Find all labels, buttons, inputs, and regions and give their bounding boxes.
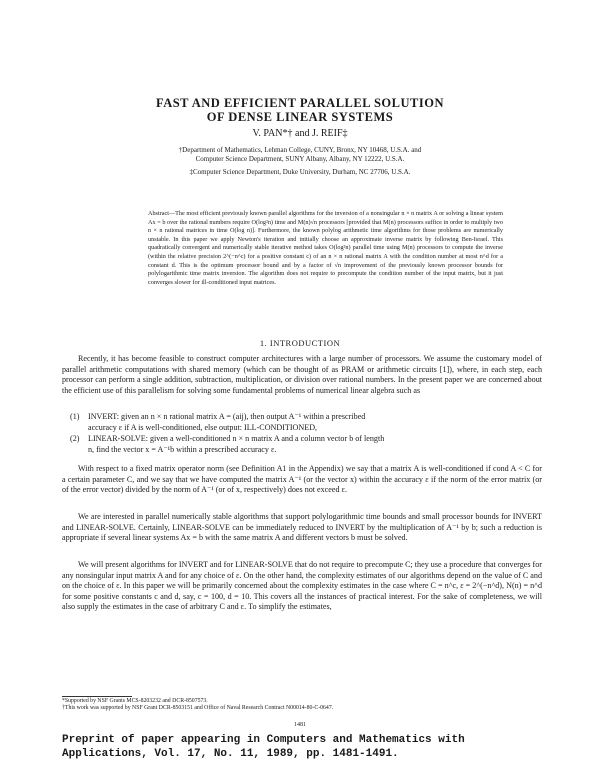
list-item-invert-line-1: INVERT: given an n × n rational matrix A = (aij), then output A⁻¹ within a prescribed — [88, 412, 366, 421]
list-item-linear-solve-line-2: n, find the vector x = A⁻¹b within a prescribed accuracy ε. — [88, 444, 277, 454]
preprint-line-1: Preprint of paper appearing in Computers and Mathematics with — [62, 734, 465, 746]
preprint-note — [62, 733, 562, 761]
paragraph-4-text: We will present algorithms for INVERT and for LINEAR-SOLVE that do not require to precompute C; they use a procedure that converges for any nonsingular input matrix A and for any choice of ε. On the other hand, the complexity estimates of our algorithms depend on the value of C and on the choice of ε. In this paper we will be primarily concerned about the complexity estimates in the case where C = n^c, ε = 2^(−n^d), N(n) = n^d for some positive constants c and d, say, c = 100, d = 10. This covers all the instances of practical interest. For the sake of completeness, we will also supply the estimates in the case of arbitrary C and ε. To simplify the estimates, — [62, 560, 542, 612]
paragraph-3-text: We are interested in parallel numerically stable algorithms that support polylogarithmic time bounds and small processor bounds for INVERT and LINEAR-SOLVE. Certainly, LINEAR-SOLVE can be immediately reduced to INVERT by the multiplication of A⁻¹ by b; such a reduction is appropriate if several linear systems Ax = b with the same matrix A and different vectors b must be solved. — [62, 512, 542, 543]
footnotes — [62, 698, 542, 712]
page-number: 1481 — [294, 722, 306, 728]
paper-title-line-1: FAST AND EFFICIENT PARALLEL SOLUTION — [156, 96, 444, 110]
list-item-linear-solve-line-1: LINEAR-SOLVE: given a well-conditioned n × n matrix A and a column vector b of length — [88, 434, 385, 443]
authors: V. PAN*† and J. REIF‡ — [252, 128, 348, 139]
list-item-invert — [70, 412, 542, 433]
footnote-rule — [62, 696, 132, 697]
list-item-linear-solve-number: (2) — [70, 434, 80, 443]
paragraph-2-text: With respect to a fixed matrix operator norm (see Definition A1 in the Appendix) we say that a matrix A is well-conditioned if cond A < C for a certain parameter C, and we say that we have computed the matrix A⁻¹ (or the vector x) within the accuracy ε if the norm of the error matrix (or of the error vector) divided by the norm of A⁻¹ (or of x, respectively) does not exceed ε. — [62, 464, 542, 495]
list-item-invert-line-2: accuracy ε if A is well-conditioned, else output: ILL-CONDITIONED, — [88, 422, 318, 432]
affiliation-3: ‡Computer Science Department, Duke University, Durham, NC 27706, U.S.A. — [189, 168, 411, 176]
paragraph-3 — [62, 512, 542, 544]
affiliation-1: †Department of Mathematics, Lehman College, CUNY, Bronx, NY 10468, U.S.A. and — [178, 146, 422, 154]
list-item-invert-number: (1) — [70, 412, 80, 421]
list-item-linear-solve — [70, 434, 542, 455]
paper-title-line-2: OF DENSE LINEAR SYSTEMS — [206, 110, 394, 124]
section-heading: 1. INTRODUCTION — [259, 338, 341, 348]
paragraph-4 — [62, 560, 542, 613]
footnote-2: †This work was supported by NSF Grant DCR-8503151 and Office of Naval Research Contract N00014-80-C-0647. — [62, 705, 334, 711]
paragraph-1 — [62, 354, 542, 396]
abstract: Abstract—The most efficient previously known parallel algorithms for the inversion of a nonsingular n × n matrix A or solving a linear system Ax = b over the rational numbers require O(log²n) time and M(n)√n processors [provided that M(n) processors suffice in order to multiply two n × n rational matrices in time O(log n)]. Furthermore, the known polylog arithmetic time algorithms for those problems are numerically unstable. In this paper we apply Newton's iteration and initially choose an approximate inverse matrix by following Ben-Israel. This quadratically convergent and numerically stable iterative method takes O(log²n) parallel time using M(n) processors to compute the inverse (within the relative precision 2^(−n^c) for a positive constant c) of an n × n rational matrix A with the condition number at most n^d for a constant d. This is the optimum processor bound and by a factor of √n improvement of the previously known processor bounds for polylogarithmic time matrix inversion. The algorithm does not require to precompute the condition number of the input matrix, but it just converges slower for ill-conditioned input matrices. — [148, 210, 503, 286]
affiliation-2: Computer Science Department, SUNY Albany, Albany, NY 12222, U.S.A. — [195, 155, 405, 163]
preprint-line-2: Applications, Vol. 17, No. 11, 1989, pp. 1481-1491. — [62, 748, 399, 760]
paragraph-1-text: Recently, it has become feasible to construct computer architectures with a large number of processors. We assume the customary model of parallel arithmetic computations with shared memory (which can be thought of as PRAM or arithmetic circuits [1]), where, in each step, each processor can perform a single addition, subtraction, multiplication, or division over rational numbers. In the present paper we are concerned about the efficient use of this parallelism for solving some fundamental problems of numerical linear algebra such as — [62, 354, 542, 395]
paragraph-2 — [62, 464, 542, 496]
footnote-1: *Supported by NSF Grants MCS-8203232 and DCR-8507573. — [62, 698, 208, 704]
